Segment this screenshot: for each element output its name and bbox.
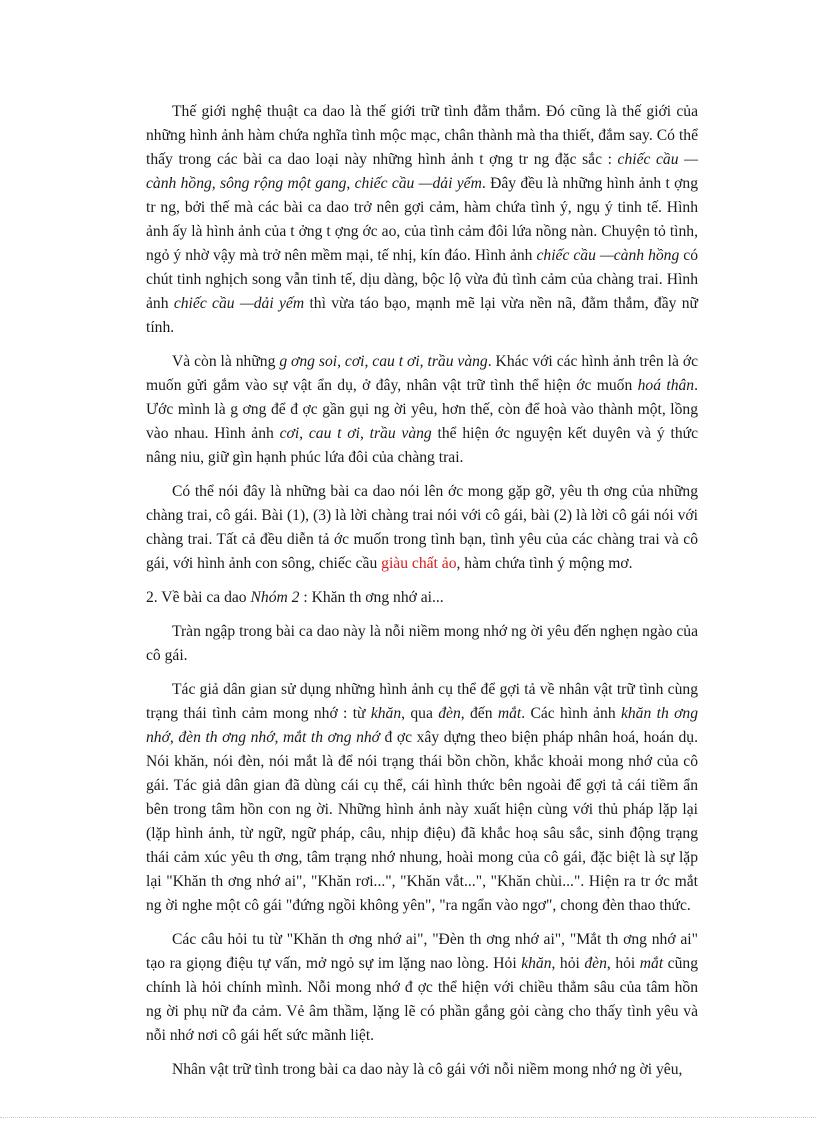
text-run: , qua: [401, 705, 439, 722]
italic-run: đèn: [438, 705, 461, 722]
paragraph-1: [146, 100, 698, 340]
italic-run: khăn: [521, 955, 552, 972]
text-run: có chút tinh nghịch song vẫn tinh tế, dịu dàng, bộc lộ vừa đủ tình cảm của chàng trai. Hình ảnh: [146, 247, 698, 312]
text-run: Và còn là những: [172, 353, 280, 370]
italic-run: chiếc cầu —cành hồng: [536, 247, 680, 264]
text-run: đ ợc xây dựng theo biện pháp nhân hoá, hoán dụ. Nói khăn, nói đèn, nói mắt là để nói trạng thái bồn chồn, khắc khoải mong nhớ của cô gái. Tác giả dân gian đã dùng cái cụ thể, cái hình thức bên ngoài để gợi tả cái tiềm ẩn bên trong tâm hồn con ng ời. Những hình ảnh này xuất hiện cùng với thủ pháp lặp lại (lặp hình ảnh, từ ngữ, ngữ pháp, câu, nhịp điệu) đã khắc hoạ sâu sắc, sinh động trạng thái cảm xúc yêu th ơng, tâm trạng nhớ nhung, hoài mong của cô gái, đặc biệt là sự lặp lại "Khăn th ơng nhớ ai", "Khăn rơi...", "Khăn vắt...", "Khăn chùi...". Hiện ra tr ớc mắt ng ời nghe một cô gái "đứng ngồi không yên", "ra ngẩn vào ngơ", chong đèn thao thức.: [146, 729, 698, 914]
highlighted-phrase: giàu chất ảo: [381, 555, 457, 572]
paragraph-5: [146, 678, 698, 918]
italic-run: khăn th ơng nhớ, đèn th ơng nhớ, mắt th ơng nhớ: [146, 705, 698, 746]
italic-run: mắt: [497, 705, 522, 722]
italic-run: chiếc cầu — cành hồng, sông rộng một gang, chiếc cầu —dải yếm: [146, 151, 698, 192]
document-body: [146, 100, 698, 1092]
paragraph-2: [146, 350, 698, 470]
text-run: : Khăn th ơng nhớ ai...: [299, 589, 444, 606]
page-bottom-divider: [0, 1117, 816, 1118]
text-run: . Đây đều là những hình ảnh t ợng tr ng, bởi thế mà các bài ca dao trở nên gợi cảm, hàm chứa tình ý, ngụ ý tinh tế. Hình ảnh ấy là hình ảnh của t ởng t ợng ớc ao, của tình cảm đôi lứa nồng nàn. Chuyện tỏ tình, ngỏ ý nhờ vậy mà trở nên mềm mại, tế nhị, kín đáo. Hình ảnh: [146, 175, 699, 264]
text-run: . Ước mình là g ơng để đ ợc gần gụi ng ời yêu, hơn thế, còn để hoà vào thành một, lồng vào nhau. Hình ảnh: [146, 377, 699, 442]
italic-run: g ơng soi, cơi, cau t ơi, trầu vàng: [279, 353, 488, 370]
italic-run: chiếc cầu —dải yếm: [173, 295, 305, 312]
text-run: Tác giả dân gian sử dụng những hình ảnh cụ thể để gợi tả về nhân vật trữ tình cùng trạng thái tình cảm mong nhớ : từ: [146, 681, 698, 722]
text-run: Có thể nói đây là những bài ca dao nói lên ớc mong gặp gỡ, yêu th ơng của những chàng trai, cô gái. Bài (1), (3) là lời chàng trai nói với cô gái, bài (2) là lời cô gái nói với chàng trai. Tất cả đều diễn tả ớc muốn trong tình bạn, tình yêu của các chàng trai và cô gái, với hình ảnh con sông, chiếc cầu: [146, 483, 698, 572]
text-run: , hỏi: [606, 955, 640, 972]
italic-run: mắt: [639, 955, 664, 972]
paragraph-6: [146, 928, 698, 1048]
italic-run: hoá thân: [637, 377, 695, 394]
paragraph-7: Nhân vật trữ tình trong bài ca dao này là cô gái với nỗi niềm mong nhớ ng ời yêu,: [172, 1061, 683, 1078]
text-run: Thế giới nghệ thuật ca dao là thế giới trữ tình đằm thắm. Đó cũng là thế giới của những hình ảnh hàm chứa nghĩa tình mộc mạc, chân thành mà tha thiết, đắm say. Có thể thấy trong các bài ca dao loại này những hình ảnh t ợng tr ng đặc sắc :: [146, 103, 698, 168]
text-run: , hỏi: [551, 955, 585, 972]
italic-run: khăn: [370, 705, 402, 722]
text-run: Các câu hỏi tu từ "Khăn th ơng nhớ ai", "Đèn th ơng nhớ ai", "Mắt th ơng nhớ ai" tạo ra giọng điệu tự vấn, mở ngỏ sự im lặng nao lòng. Hỏi: [146, 931, 698, 972]
italic-run: cơi, cau t ơi, trầu vàng: [279, 425, 432, 442]
text-run: thì vừa táo bạo, mạnh mẽ lại vừa nền nã, đằm thắm, đầy nữ tính.: [146, 295, 699, 336]
paragraph-4: Tràn ngập trong bài ca dao này là nỗi niềm mong nhớ ng ời yêu đến nghẹn ngào của cô gái.: [146, 623, 698, 664]
text-run: . Các hình ảnh: [521, 705, 621, 722]
text-run: . Khác với các hình ảnh trên là ớc muốn gửi gắm vào sự vật ẩn dụ, ở đây, nhân vật trữ tình thể hiện ớc muốn: [146, 353, 699, 394]
section-heading-nhom-2: [146, 586, 698, 610]
text-run: , đến: [460, 705, 498, 722]
italic-run: Nhóm 2: [250, 589, 300, 606]
text-run: cũng chính là hỏi chính mình. Nỗi mong nhớ đ ợc thể hiện với chiều thẳm sâu của tâm hồn ng ời phụ nữ đa cảm. Vẻ âm thầm, lặng lẽ có phần gắng gỏi càng cho thấy tình yêu và nỗi nhớ nơi cô gái hết sức mãnh liệt.: [146, 955, 698, 1044]
text-run: thể hiện ớc nguyện kết duyên và ý thức nâng niu, giữ gìn hạnh phúc lứa đôi của chàng trai.: [146, 425, 698, 466]
text-run: , hàm chứa tình ý mộng mơ.: [456, 555, 633, 572]
italic-run: đèn: [584, 955, 607, 972]
text-run: 2. Về bài ca dao: [146, 589, 251, 606]
paragraph-3: [146, 480, 698, 576]
